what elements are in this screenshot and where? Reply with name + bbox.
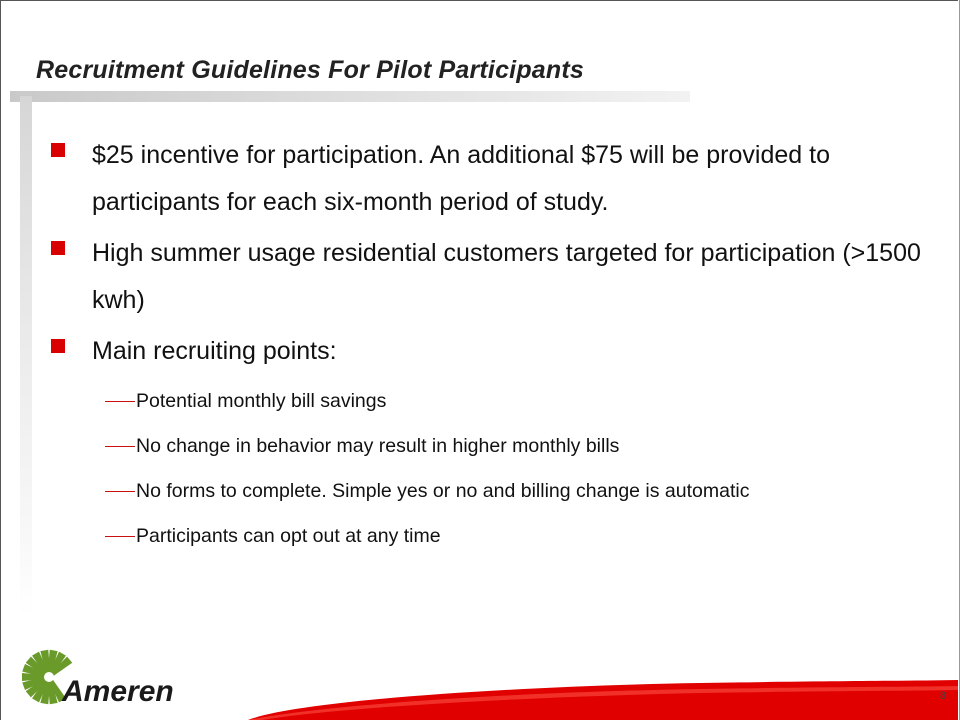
sub-point-text: No forms to complete. Simple yes or no and billing change is automatic	[136, 480, 750, 502]
ameren-logo	[22, 644, 187, 710]
slide-title: Recruitment Guidelines For Pilot Participants	[36, 56, 584, 84]
sub-point-text: Participants can opt out at any time	[136, 525, 441, 547]
bullet-text: Main recruiting points:	[92, 337, 337, 365]
bullet-text: $25 incentive for participation. An additional $75 will be provided to participants for each six-month period of study.	[92, 141, 830, 216]
sub-point-text: No change in behavior may result in higher monthly bills	[136, 435, 620, 457]
bullet-text: High summer usage residential customers targeted for participation (>1500 kwh)	[92, 239, 921, 314]
sub-point-text: Potential monthly bill savings	[136, 390, 387, 412]
logo-wordmark: Ameren	[62, 675, 174, 708]
ameren-sunburst-icon	[22, 644, 187, 710]
page-number: 8	[939, 690, 946, 702]
